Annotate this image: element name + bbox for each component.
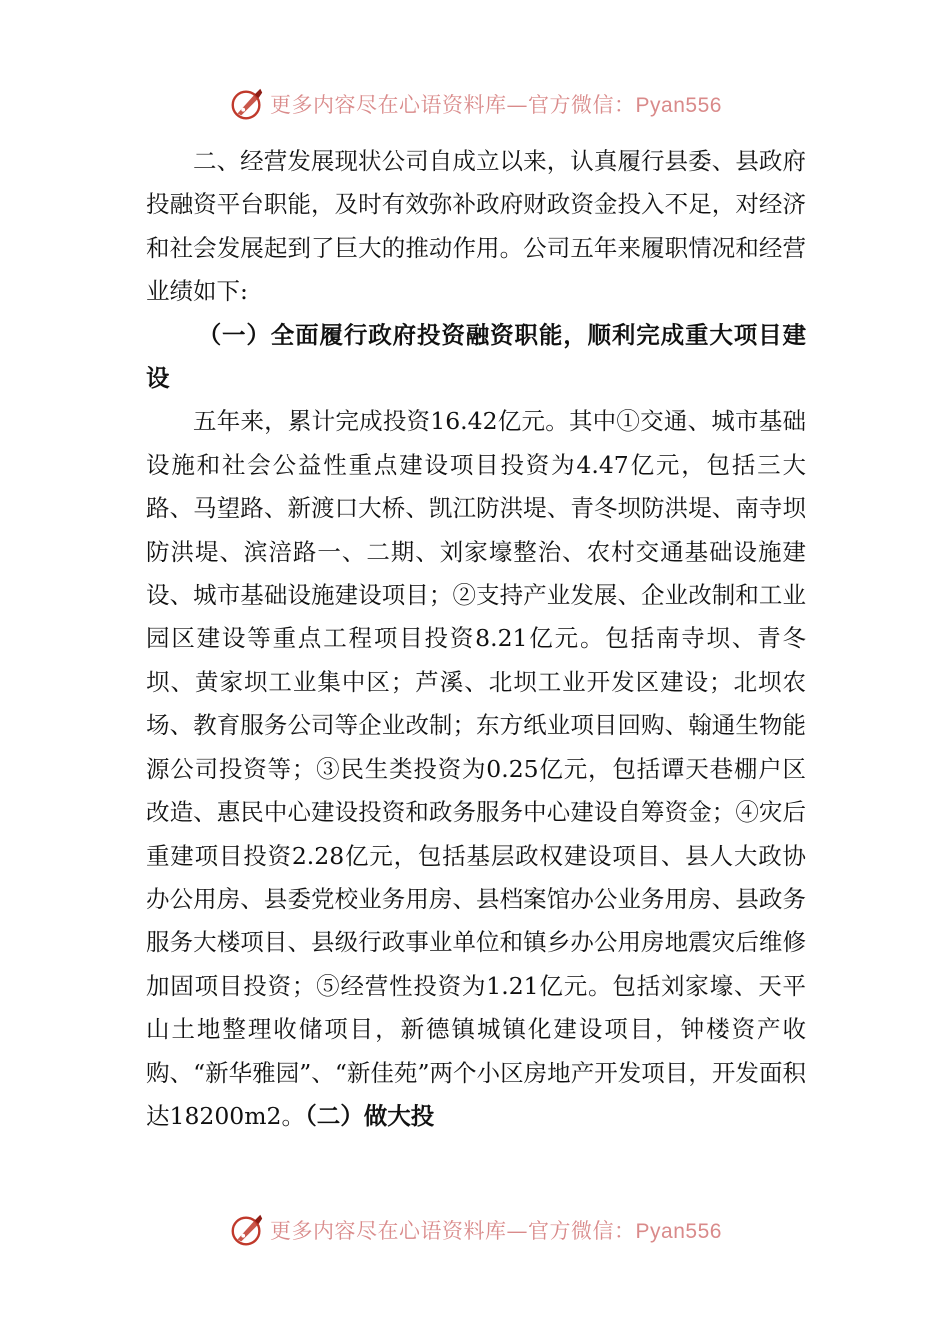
intro-paragraph: 二、经营发展现状公司自成立以来，认真履行县委、县政府投融资平台职能，及时有效弥补政府财政资金投入不足，对经济和社会发展起到了巨大的推动作用。公司五年来履职情况和经营业绩如下:	[146, 147, 806, 306]
watermark-account: Pyan556	[635, 1220, 722, 1243]
watermark-text: 更多内容尽在心语资料库—官方微信：Pyan556	[270, 1219, 722, 1243]
pen-nib-circle-icon	[228, 85, 266, 123]
body-paragraph-text: 五年来，累计完成投资16.42亿元。其中①交通、城市基础设施和社会公益性重点建设项目投资为4.47亿元，包括三大路、马望路、新渡口大桥、凯江防洪堤、青冬坝防洪堤、南寺坝防洪堤、滨涪路一、二期、刘家壕整治、农村交通基础设施建设、城市基础设施建设项目；②支持产业发展、企业改制和工业园区建设等重点工程项目投资8.21亿元。包括南寺坝、青冬坝、黄家坝工业集中区；芦溪、北坝工业开发区建设；北坝农场、教育服务公司等企业改制；东方纸业项目回购、翰通生物能源公司投资等；③民生类投资为0.25亿元，包括谭天巷棚户区改造、惠民中心建设投资和政务服务中心建设自筹资金；④灾后重建项目投资2.28亿元，包括基层政权建设项目、县人大政协办公用房、县委党校业务用房、县档案馆办公业务用房、县政务服务大楼项目、县级行政事业单位和镇乡办公用房地震灾后维修加固项目投资；⑤经营性投资为1.21亿元。包括刘家壕、天平山土地整理收储项目，新德镇城镇化建设项目，钟楼资产收购、“新华雅园”、“新佳苑”两个小区房地产开发项目，开发面积达18200m2。	[146, 407, 806, 1130]
body-paragraph	[146, 400, 806, 1138]
watermark-text: 更多内容尽在心语资料库—官方微信：Pyan556	[270, 93, 722, 117]
section-heading-1: （一）全面履行政府投资融资职能，顺利完成重大项目建设	[146, 320, 806, 393]
section-heading-2-fragment: （二）做大投	[305, 1101, 435, 1130]
watermark-banner-top	[0, 84, 950, 124]
watermark-account: Pyan556	[635, 94, 722, 117]
pen-nib-circle-icon	[228, 1211, 266, 1249]
watermark-banner-bottom	[0, 1210, 950, 1250]
document-body	[146, 140, 806, 1138]
